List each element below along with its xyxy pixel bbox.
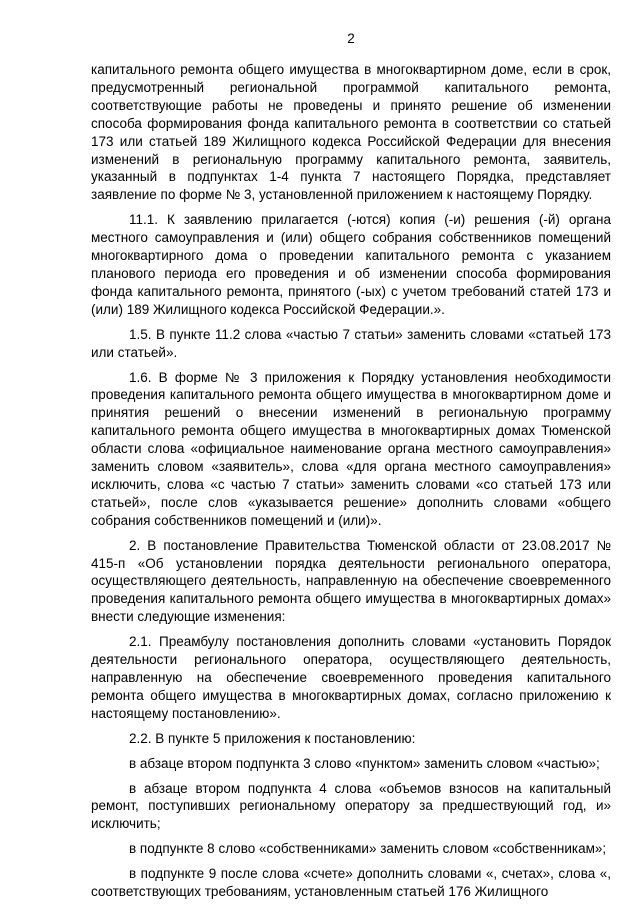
- paragraph: 2.2. В пункте 5 приложения к постановлению:: [129, 730, 416, 746]
- document-body: [91, 61, 611, 908]
- paragraph: 2.1. Преамбулу постановления дополнить словами «установить Порядок деятельности регионального оператора, осуществляющего деятельность, направленную на обеспечение своевременного проведения капитального ремонта общего имущества в многоквартирных домах, согласно приложению к настоящему постановлению».: [91, 634, 611, 721]
- paragraph: 2. В постановление Правительства Тюменской области от 23.08.2017 № 415-п «Об установлении порядка деятельности регионального оператора, осуществляющего деятельность, направленную на обеспечение своевременного проведения капитального ремонта общего имущества в многоквартирных домах» внести следующие изменения:: [91, 537, 611, 625]
- paragraph: в абзаце втором подпункта 3 слово «пунктом» заменить словом «частью»;: [129, 755, 600, 771]
- page-number: 2: [347, 31, 355, 46]
- paragraph: в подпункте 9 после слова «счете» дополнить словами «, счетах», слова «, соответствующих требованиям, установленным статьей 176 Жилищного: [91, 866, 611, 900]
- paragraph: в абзаце втором подпункта 4 слова «объемов взносов на капитальный ремонт, поступивших региональному оператору за предшествующий год, и» исключить;: [91, 780, 611, 832]
- paragraph: капитального ремонта общего имущества в многоквартирном доме, если в срок, предусмотренный региональной программой капитального ремонта, соответствующие работы не проведены и принято решение об изменении способа формирования фонда капитального ремонта в соответствии со статьей 173 или статьей 189 Жилищного кодекса Российской Федерации для внесения изменений в региональную программу капитального ремонта, заявитель, указанный в подпунктах 1-4 пункта 7 настоящего Порядка, представляет заявление по форме № 3, установленной приложением к настоящему Порядку.: [91, 62, 611, 203]
- paragraph: 11.1. К заявлению прилагается (-ются) копия (-и) решения (-й) органа местного самоуправления и (или) общего собрания собственников помещений многоквартирного дома о проведении капитального ремонта с указанием планового периода его проведения и об изменении способа формирования фонда капитального ремонта, принятого (-ых) с учетом требований статей 173 и (или) 189 Жилищного кодекса Российской Федерации.».: [91, 212, 611, 317]
- paragraph: в подпункте 8 слово «собственниками» заменить словом «собственникам»;: [129, 841, 607, 857]
- paragraph: 1.5. В пункте 11.2 слова «частью 7 статьи» заменить словами «статьей 173 или статьей».: [91, 326, 611, 360]
- paragraph: 1.6. В форме № 3 приложения к Порядку установления необходимости проведения капитального ремонта общего имущества в многоквартирном доме и принятия решений о внесении изменений в региональную программу капитального ремонта общего имущества в многоквартирных домах Тюменской области слова «официальное наименование органа местного самоуправления» заменить словом «заявитель», слова «для органа местного самоуправления» исключить, слова «с частью 7 статьи» заменить словами «со статьей 173 или статьей», после слов «указывается решение» дополнить словами «общего собрания собственников помещений и (или)».: [91, 369, 611, 528]
